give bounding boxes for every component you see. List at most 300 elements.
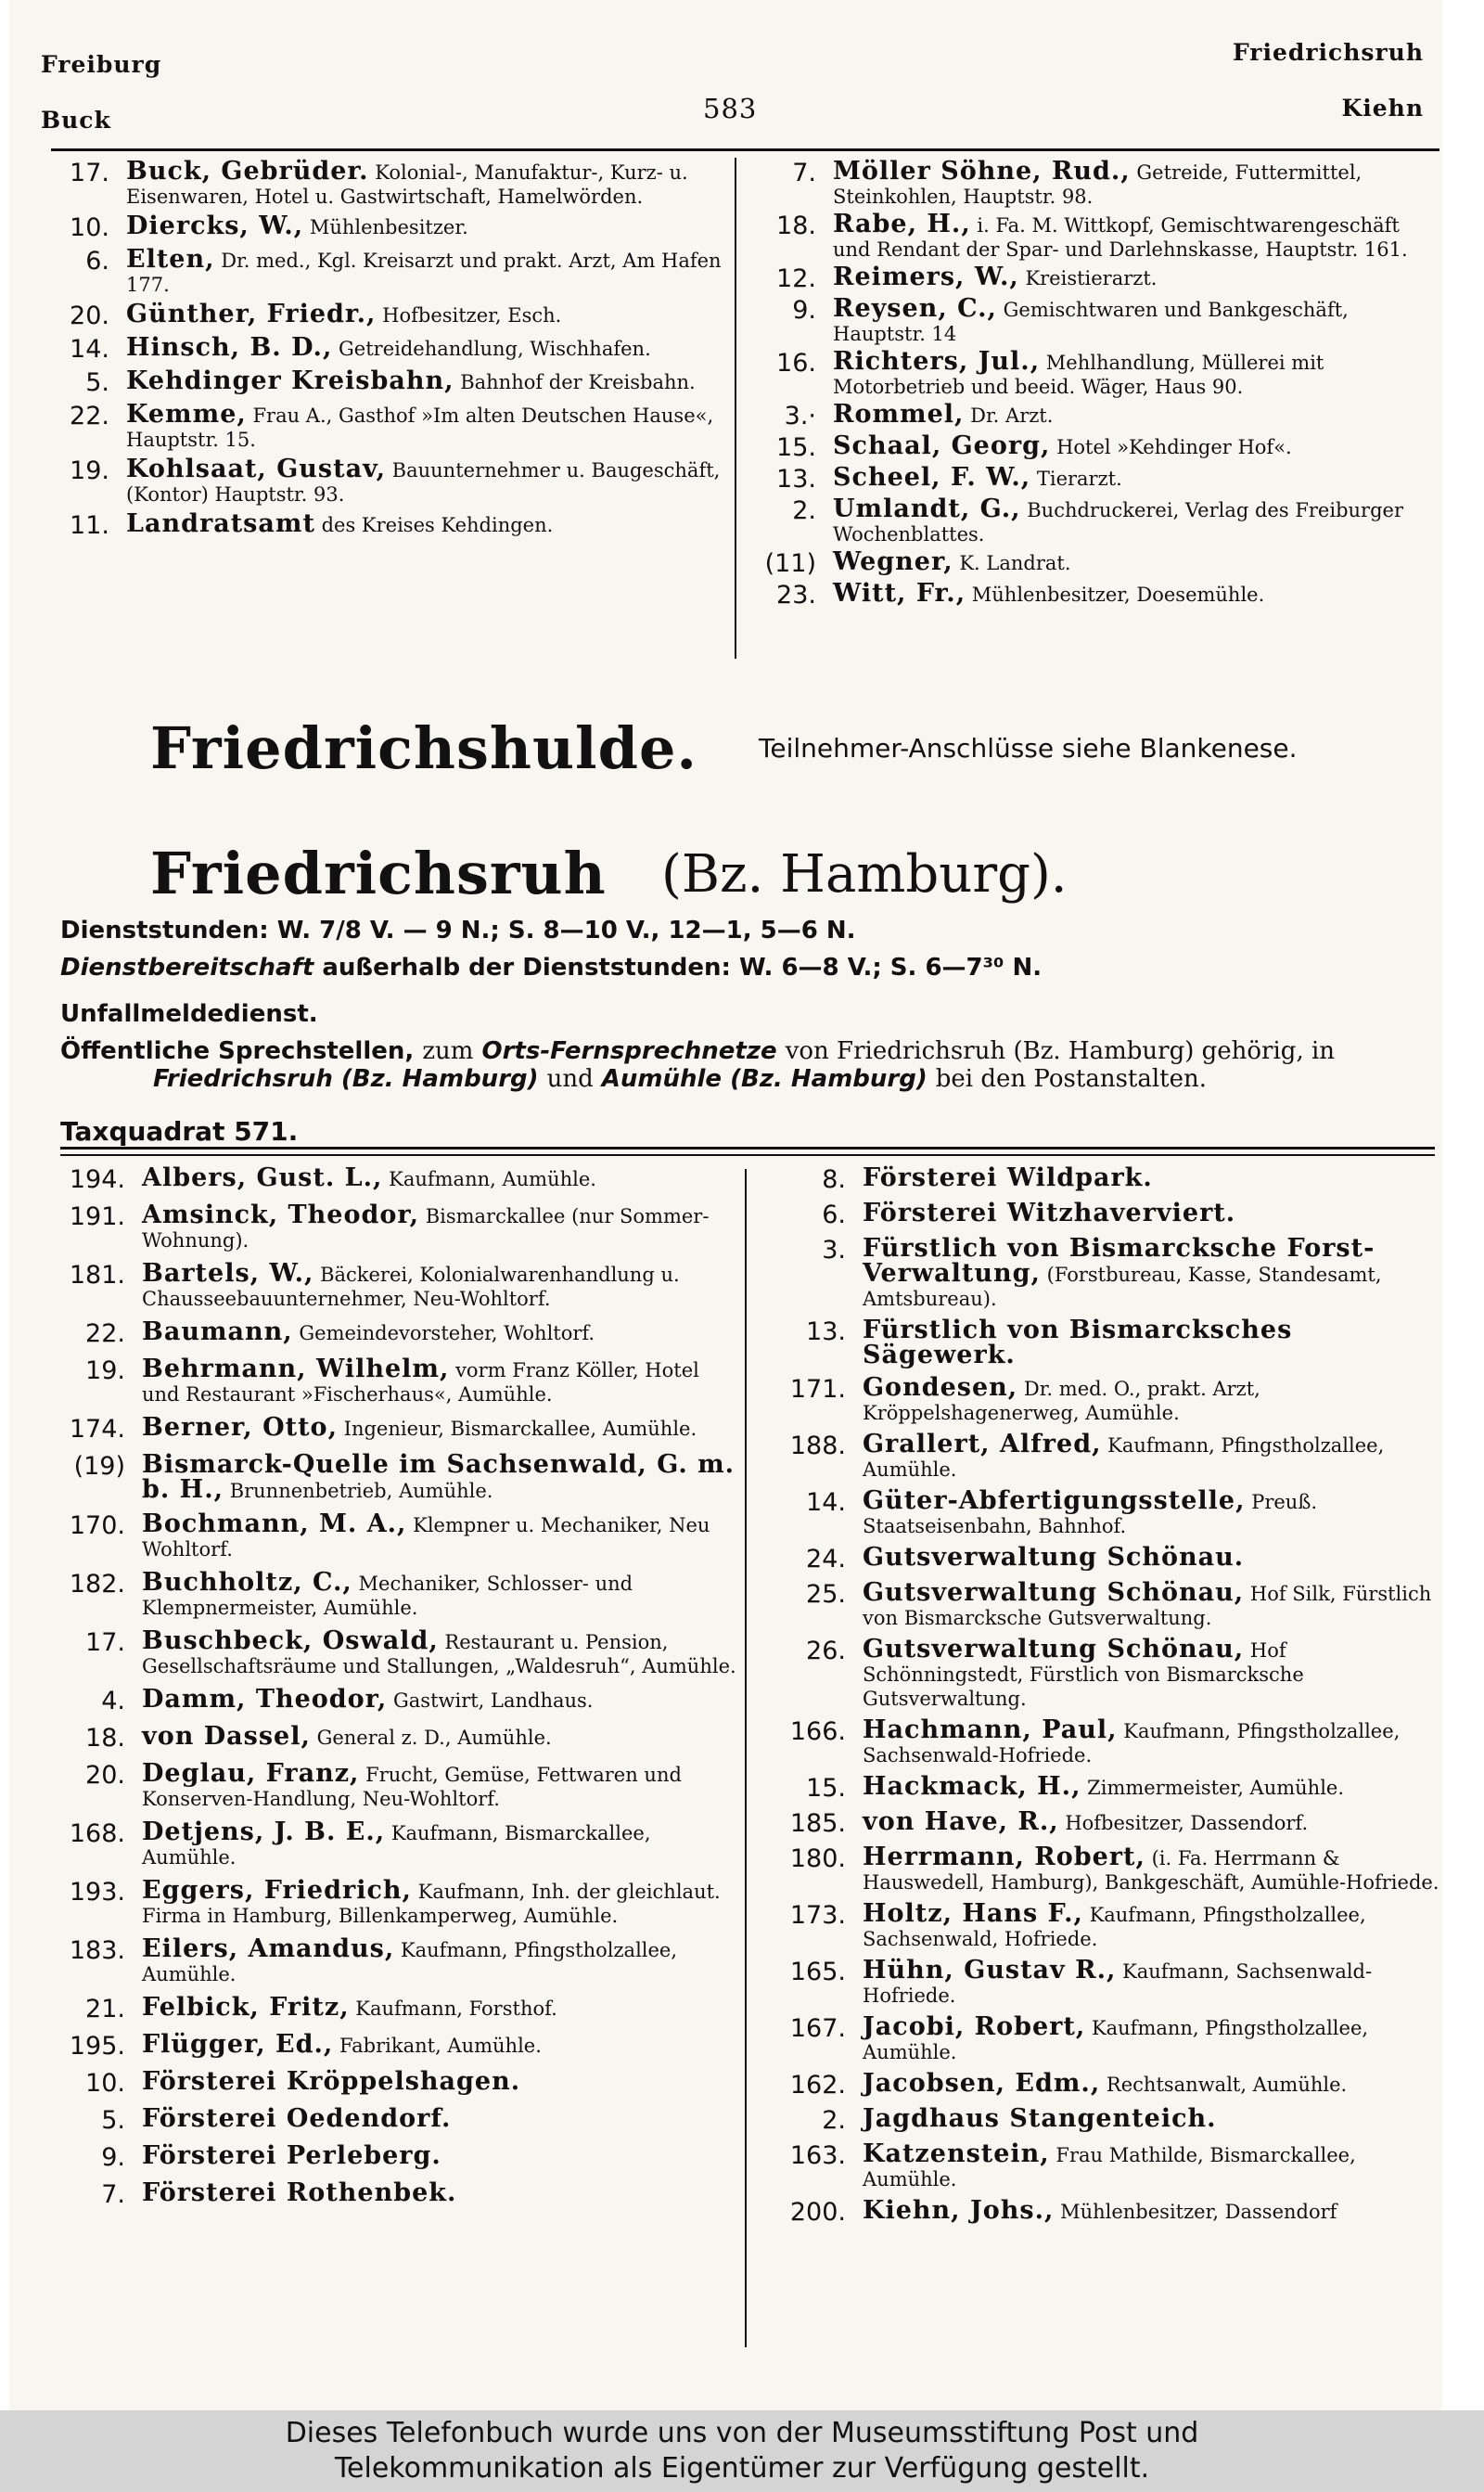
entry-text bbox=[863, 1771, 1444, 1800]
entry-text bbox=[142, 1200, 737, 1252]
entry-description: Mehlhandlung, Müllerei mit Motorbetrieb und beeid. Wäger, Haus 90. bbox=[833, 352, 1324, 398]
sprechstellen-paragraph bbox=[60, 1037, 1442, 1093]
entry-description: Gastwirt, Landhaus. bbox=[393, 1689, 594, 1712]
entry-text bbox=[142, 2066, 737, 2095]
directory-entry bbox=[762, 2103, 1444, 2135]
directory-entry bbox=[46, 366, 723, 397]
directory-entry bbox=[51, 1200, 737, 1252]
entry-text bbox=[142, 1567, 737, 1620]
entry-number: 14. bbox=[70, 335, 109, 364]
entry-text bbox=[833, 209, 1438, 262]
entry-text bbox=[142, 1258, 737, 1311]
entry-number: 185. bbox=[789, 1809, 846, 1838]
directory-entry bbox=[46, 332, 723, 364]
sprechstellen-text-1: zum bbox=[422, 1037, 474, 1065]
directory-entry bbox=[762, 1198, 1444, 1229]
entry-text bbox=[863, 1233, 1444, 1311]
entry-name: Bochmann, M. A., bbox=[142, 1509, 407, 1538]
entry-number: 22. bbox=[85, 1319, 125, 1348]
entry-text bbox=[833, 346, 1438, 399]
entry-description: Fabrikant, Aumühle. bbox=[339, 2035, 542, 2057]
entry-number: 6. bbox=[85, 247, 109, 276]
entry-number: 8. bbox=[822, 1165, 846, 1194]
entry-description: Klempner u. Mechaniker, Neu Wohltorf. bbox=[142, 1514, 710, 1561]
directory-entry bbox=[751, 399, 1438, 430]
directory-entry bbox=[751, 209, 1438, 262]
friedrichsruh-title: Friedrichsruh bbox=[150, 840, 607, 907]
entry-name: Holtz, Hans F., bbox=[863, 1899, 1083, 1928]
entry-number: 11. bbox=[70, 511, 109, 540]
entry-name: Kehdinger Kreisbahn, bbox=[126, 366, 454, 395]
entry-name: Wegner, bbox=[833, 547, 953, 576]
footer-line-2: Telekommunikation als Eigentümer zur Verfügung gestellt. bbox=[334, 2452, 1150, 2485]
entry-name: Fürstlich von Bismarcksche Forst-Verwaltung, bbox=[863, 1234, 1375, 1288]
entry-number: 188. bbox=[789, 1432, 846, 1460]
entry-description: vorm Franz Köller, Hotel und Restaurant »Fischerhaus«, Aumühle. bbox=[142, 1359, 699, 1406]
header-left-top: Freiburg bbox=[41, 51, 162, 78]
entry-name: Schaal, Georg, bbox=[833, 431, 1051, 460]
directory-entry bbox=[46, 399, 723, 452]
entry-number: 25. bbox=[806, 1580, 846, 1609]
entry-description: Mühlenbesitzer. bbox=[309, 216, 468, 238]
entry-number: 4. bbox=[101, 1687, 125, 1715]
entry-number: 174. bbox=[69, 1415, 125, 1444]
directory-entry bbox=[51, 1258, 737, 1311]
entry-name: Hinsch, B. D., bbox=[126, 333, 333, 362]
directory-entry bbox=[51, 2103, 737, 2135]
dienststunden-label: Dienststunden: bbox=[60, 917, 269, 944]
entry-name: Bismarck-Quelle im Sachsenwald, G. m. b. H., bbox=[142, 1450, 736, 1504]
entry-name: Berner, Otto, bbox=[142, 1413, 338, 1442]
directory-entry bbox=[762, 1429, 1444, 1482]
entry-text bbox=[863, 2195, 1444, 2224]
entry-text bbox=[126, 299, 723, 328]
entry-description: Buchdruckerei, Verlag des Freiburger Wochenblattes. bbox=[833, 499, 1403, 546]
entry-number: 191. bbox=[69, 1202, 125, 1231]
directory-entry bbox=[751, 462, 1438, 494]
dienstbereitschaft-label: Dienstbereitschaft bbox=[60, 954, 314, 982]
friedrichsruh-left-column bbox=[51, 1163, 737, 2215]
entry-text bbox=[863, 2068, 1444, 2097]
entry-text bbox=[142, 1449, 737, 1503]
entry-number: 2. bbox=[792, 496, 816, 525]
directory-entry bbox=[51, 1758, 737, 1811]
friedrichsruh-subtitle: (Bz. Hamburg). bbox=[661, 844, 1068, 905]
entry-number: 15. bbox=[776, 433, 816, 462]
entry-name: Damm, Theodor, bbox=[142, 1685, 388, 1714]
entry-description: Kaufmann, Pfingstholzallee, Aumühle. bbox=[142, 1939, 678, 1985]
directory-entry bbox=[51, 1933, 737, 1986]
column-divider-bottom bbox=[745, 1169, 747, 2347]
friedrichsruh-right-column bbox=[762, 1163, 1444, 2230]
entry-text bbox=[142, 1992, 737, 2021]
entry-text bbox=[142, 1817, 737, 1869]
entry-name: Eilers, Amandus, bbox=[142, 1934, 395, 1963]
directory-entry bbox=[51, 2066, 737, 2098]
entry-name: Eggers, Friedrich, bbox=[142, 1876, 412, 1905]
entry-description: Kreistierarzt. bbox=[1025, 267, 1158, 289]
directory-entry bbox=[762, 1634, 1444, 1711]
entry-description: Zimmermeister, Aumühle. bbox=[1087, 1777, 1345, 1799]
dienstbereitschaft-line bbox=[60, 954, 1042, 982]
directory-entry bbox=[51, 1354, 737, 1407]
entry-name: Bartels, W., bbox=[142, 1259, 314, 1288]
entry-description: Kaufmann, Pfingstholzallee, Aumühle. bbox=[863, 1434, 1385, 1481]
entry-text bbox=[142, 2177, 737, 2206]
entry-number: 181. bbox=[69, 1261, 125, 1290]
page-number: 583 bbox=[703, 93, 758, 124]
entry-description: Bäckerei, Kolonialwarenhandlung u. Chausseebauunternehmer, Neu-Wohltorf. bbox=[142, 1264, 680, 1310]
directory-entry bbox=[46, 454, 723, 507]
entry-text bbox=[863, 1315, 1444, 1368]
directory-entry bbox=[51, 2177, 737, 2209]
entry-number: 18. bbox=[776, 212, 816, 240]
directory-entry bbox=[751, 494, 1438, 546]
entry-description: K. Landrat. bbox=[959, 552, 1071, 574]
entry-description: Rechtsanwalt, Aumühle. bbox=[1106, 2074, 1348, 2096]
directory-entry bbox=[762, 1806, 1444, 1838]
entry-name: Diercks, W., bbox=[126, 212, 304, 240]
section-rule-2 bbox=[60, 1154, 1435, 1156]
entry-number: 7. bbox=[792, 159, 816, 187]
entry-text bbox=[863, 1898, 1444, 1951]
entry-number: 5. bbox=[101, 2106, 125, 2135]
entry-description: Hof Silk, Fürstlich von Bismarcksche Gutsverwaltung. bbox=[863, 1583, 1432, 1629]
entry-description: Dr. Arzt. bbox=[970, 405, 1054, 427]
entry-text bbox=[863, 1806, 1444, 1835]
directory-entry bbox=[762, 1842, 1444, 1895]
directory-entry bbox=[762, 1771, 1444, 1803]
entry-number: 10. bbox=[85, 2069, 125, 2098]
directory-entry bbox=[762, 1233, 1444, 1311]
entry-text bbox=[126, 454, 723, 507]
directory-entry bbox=[762, 1715, 1444, 1767]
entry-text bbox=[126, 156, 723, 209]
entry-text bbox=[126, 508, 723, 537]
directory-entry bbox=[762, 2195, 1444, 2227]
directory-entry bbox=[51, 1412, 737, 1444]
entry-number: 24. bbox=[806, 1545, 846, 1574]
entry-text bbox=[142, 1509, 737, 1561]
entry-name: Albers, Gust. L., bbox=[142, 1163, 383, 1192]
entry-name: Witt, Fr., bbox=[833, 579, 966, 608]
entry-name: Hachmann, Paul, bbox=[863, 1715, 1118, 1744]
directory-entry bbox=[51, 1817, 737, 1869]
directory-page bbox=[9, 0, 1442, 2410]
directory-entry bbox=[751, 430, 1438, 462]
entry-name: Richters, Jul., bbox=[833, 347, 1041, 376]
entry-text bbox=[142, 1354, 737, 1407]
entry-number: 20. bbox=[85, 1761, 125, 1790]
entry-name: Umlandt, G., bbox=[833, 495, 1021, 523]
entry-name: von Have, R., bbox=[863, 1807, 1059, 1836]
entry-name: Försterei Oedendorf. bbox=[142, 2104, 452, 2133]
header-left-bottom: Buck bbox=[41, 107, 111, 134]
entry-description: Frau A., Gasthof »Im alten Deutschen Hause«, Hauptstr. 15. bbox=[126, 405, 714, 451]
entry-text bbox=[126, 244, 723, 297]
entry-name: Gutsverwaltung Schönau, bbox=[863, 1635, 1245, 1663]
header-rule bbox=[51, 148, 1439, 151]
directory-entry bbox=[762, 2068, 1444, 2100]
directory-entry bbox=[751, 346, 1438, 399]
entry-name: Flügger, Ed., bbox=[142, 2030, 334, 2059]
entry-description: Getreidehandlung, Wischhafen. bbox=[339, 338, 651, 360]
sprechstellen-text-4: Friedrichsruh (Bz. Hamburg) bbox=[153, 1065, 539, 1093]
entry-name: Jacobsen, Edm., bbox=[863, 2069, 1101, 2098]
freiburg-left-column bbox=[46, 156, 723, 542]
entry-name: Kiehn, Johs., bbox=[863, 2196, 1055, 2225]
entry-name: Detjens, J. B. E., bbox=[142, 1818, 386, 1846]
entry-description: Kaufmann, Pfingstholzallee, Aumühle. bbox=[863, 2017, 1369, 2063]
entry-text bbox=[126, 399, 723, 452]
entry-text bbox=[863, 1198, 1444, 1227]
entry-name: Fürstlich von Bismarcksches Sägewerk. bbox=[863, 1316, 1293, 1369]
entry-name: Güter-Abfertigungsstelle, bbox=[863, 1486, 1246, 1515]
entry-number: 3. bbox=[822, 1236, 846, 1265]
entry-description: Frau Mathilde, Bismarckallee, Aumühle. bbox=[863, 2144, 1356, 2190]
entry-text bbox=[863, 1485, 1444, 1538]
entry-number: 23. bbox=[776, 581, 816, 610]
directory-entry bbox=[46, 244, 723, 297]
entry-description: Hofbesitzer, Esch. bbox=[382, 304, 562, 327]
directory-entry bbox=[751, 262, 1438, 293]
entry-description: Mühlenbesitzer, Dassendorf bbox=[1060, 2201, 1337, 2223]
entry-number: 3.· bbox=[784, 402, 816, 430]
entry-text bbox=[142, 2029, 737, 2058]
directory-entry bbox=[46, 299, 723, 330]
entry-name: Behrmann, Wilhelm, bbox=[142, 1355, 450, 1383]
entry-text bbox=[126, 366, 723, 394]
footer-note bbox=[0, 2410, 1484, 2492]
directory-entry bbox=[762, 1372, 1444, 1425]
entry-number: 200. bbox=[789, 2198, 846, 2227]
taxquadrat: Taxquadrat 571. bbox=[60, 1116, 299, 1147]
entry-text bbox=[142, 1163, 737, 1191]
entry-number: 162. bbox=[789, 2071, 846, 2100]
entry-name: Herrmann, Robert, bbox=[863, 1843, 1145, 1871]
entry-description: General z. D., Aumühle. bbox=[316, 1727, 552, 1749]
entry-number: 170. bbox=[69, 1511, 125, 1540]
sprechstellen-text-6: Aumühle (Bz. Hamburg) bbox=[601, 1065, 928, 1093]
entry-text bbox=[833, 546, 1438, 575]
entry-name: Jagdhaus Stangenteich. bbox=[863, 2104, 1217, 2133]
column-divider-top bbox=[735, 158, 736, 659]
directory-entry bbox=[51, 1317, 737, 1348]
directory-entry bbox=[51, 2029, 737, 2061]
entry-description: Gemeindevorsteher, Wohltorf. bbox=[299, 1322, 595, 1344]
entry-number: 166. bbox=[789, 1717, 846, 1746]
entry-text bbox=[142, 1721, 737, 1750]
entry-description: Ingenieur, Bismarckallee, Aumühle. bbox=[343, 1418, 697, 1440]
entry-text bbox=[863, 1163, 1444, 1191]
entry-number: 14. bbox=[806, 1488, 846, 1517]
section-rule-1 bbox=[60, 1147, 1435, 1150]
sprechstellen-label: Öffentliche Sprechstellen, bbox=[60, 1037, 415, 1065]
entry-number: 7. bbox=[101, 2180, 125, 2209]
directory-entry bbox=[46, 508, 723, 540]
directory-entry bbox=[46, 211, 723, 242]
entry-description: Bauunternehmer u. Baugeschäft, (Kontor) Hauptstr. 93. bbox=[126, 459, 721, 506]
entry-text bbox=[863, 1577, 1444, 1630]
entry-text bbox=[863, 1372, 1444, 1425]
entry-text bbox=[142, 1412, 737, 1441]
entry-number: 5. bbox=[85, 368, 109, 397]
directory-entry bbox=[51, 1721, 737, 1753]
entry-name: Försterei Rothenbek. bbox=[142, 2178, 457, 2207]
entry-text bbox=[863, 1429, 1444, 1482]
friedrichshulde-title: Friedrichshulde. bbox=[150, 714, 697, 782]
directory-entry bbox=[762, 1898, 1444, 1951]
header-right-top: Friedrichsruh bbox=[1232, 39, 1424, 66]
entry-description: Kaufmann, Inh. der gleichlaut. Firma in Hamburg, Billenkamperweg, Aumühle. bbox=[142, 1881, 721, 1927]
entry-text bbox=[863, 1542, 1444, 1571]
entry-name: Försterei Perleberg. bbox=[142, 2141, 441, 2170]
directory-entry bbox=[51, 2140, 737, 2172]
entry-name: Buschbeck, Oswald, bbox=[142, 1626, 439, 1655]
entry-description: Hotel »Kehdinger Hof«. bbox=[1056, 436, 1292, 458]
directory-entry bbox=[51, 1449, 737, 1503]
entry-number: 193. bbox=[69, 1878, 125, 1907]
entry-name: Hackmack, H., bbox=[863, 1772, 1081, 1801]
directory-entry bbox=[751, 293, 1438, 346]
directory-entry bbox=[762, 1542, 1444, 1574]
entry-number: 163. bbox=[789, 2141, 846, 2170]
unfallmeldedienst: Unfallmeldedienst. bbox=[60, 1000, 318, 1028]
entry-number: 19. bbox=[70, 456, 109, 485]
directory-entry bbox=[51, 1992, 737, 2023]
entry-number: 20. bbox=[70, 302, 109, 330]
entry-number: 2. bbox=[822, 2106, 846, 2135]
entry-text bbox=[863, 1715, 1444, 1767]
entry-number: 18. bbox=[85, 1724, 125, 1753]
entry-number: 180. bbox=[789, 1844, 846, 1873]
sprechstellen-text-2: Orts-Fernsprechnetze bbox=[481, 1037, 777, 1065]
dienststunden-line bbox=[60, 917, 856, 944]
entry-name: Kohlsaat, Gustav, bbox=[126, 455, 386, 483]
directory-entry bbox=[51, 1875, 737, 1928]
dienststunden-value: W. 7/8 V. — 9 N.; S. 8—10 V., 12—1, 5—6 N. bbox=[276, 917, 856, 944]
entry-text bbox=[142, 2103, 737, 2132]
entry-number: 13. bbox=[806, 1317, 846, 1346]
directory-entry bbox=[762, 2139, 1444, 2191]
entry-number: (19) bbox=[73, 1452, 125, 1481]
entry-name: Amsinck, Theodor, bbox=[142, 1201, 420, 1229]
entry-name: Försterei Witzhaverviert. bbox=[863, 1199, 1236, 1227]
entry-text bbox=[833, 399, 1438, 428]
entry-description: Hofbesitzer, Dassendorf. bbox=[1065, 1812, 1309, 1834]
entry-description: (i. Fa. Herrmann & Hauswedell, Hamburg), Bankgeschäft, Aumühle-Hofriede. bbox=[863, 1847, 1439, 1894]
directory-entry bbox=[762, 1955, 1444, 2008]
entry-description: Bismarckallee (nur Sommer-Wohnung). bbox=[142, 1205, 710, 1252]
entry-name: Baumann, bbox=[142, 1317, 293, 1346]
directory-entry bbox=[46, 156, 723, 209]
entry-name: Hühn, Gustav R., bbox=[863, 1956, 1117, 1985]
entry-name: Kemme, bbox=[126, 400, 247, 429]
entry-name: Scheel, F. W., bbox=[833, 463, 1031, 492]
entry-text bbox=[833, 578, 1438, 607]
entry-name: Försterei Kröppelshagen. bbox=[142, 2067, 521, 2096]
entry-name: Rommel, bbox=[833, 400, 965, 429]
entry-number: 194. bbox=[69, 1165, 125, 1194]
freiburg-right-column bbox=[751, 156, 1438, 610]
entry-text bbox=[833, 462, 1438, 491]
entry-description: Kaufmann, Sachsenwald-Hofriede. bbox=[863, 1960, 1373, 2007]
entry-number: 17. bbox=[70, 159, 109, 187]
entry-name: Günther, Friedr., bbox=[126, 300, 377, 328]
sprechstellen-text-7: bei den Postanstalten. bbox=[935, 1065, 1208, 1093]
entry-description: Mühlenbesitzer, Doesemühle. bbox=[971, 584, 1265, 606]
entry-description: Gemischtwaren und Bankgeschäft, Hauptstr. 14 bbox=[833, 299, 1349, 345]
entry-text bbox=[142, 1625, 737, 1678]
entry-name: Katzenstein, bbox=[863, 2139, 1050, 2168]
directory-entry bbox=[762, 1485, 1444, 1538]
entry-text bbox=[142, 1317, 737, 1345]
entry-text bbox=[833, 293, 1438, 346]
entry-name: Gondesen, bbox=[863, 1373, 1018, 1402]
directory-entry bbox=[51, 1625, 737, 1678]
entry-description: i. Fa. M. Wittkopf, Gemischtwarengeschäft und Rendant der Spar- und Darlehnskasse, Hauptstr. 161. bbox=[833, 214, 1408, 261]
entry-name: Deglau, Franz, bbox=[142, 1759, 360, 1788]
entry-description: Kaufmann, Aumühle. bbox=[389, 1168, 596, 1190]
entry-name: Jacobi, Robert, bbox=[863, 2012, 1086, 2041]
entry-name: Landratsamt bbox=[126, 509, 315, 538]
entry-text bbox=[863, 2011, 1444, 2064]
entry-name: Grallert, Alfred, bbox=[863, 1430, 1102, 1458]
entry-number: 9. bbox=[101, 2143, 125, 2172]
entry-number: 183. bbox=[69, 1936, 125, 1965]
entry-description: Kaufmann, Forsthof. bbox=[355, 1997, 557, 2020]
entry-description: Restaurant u. Pension, Gesellschaftsräume und Stallungen, „Waldesruh“, Aumühle. bbox=[142, 1631, 736, 1677]
entry-name: Buck, Gebrüder. bbox=[126, 157, 369, 186]
entry-name: Försterei Wildpark. bbox=[863, 1163, 1153, 1192]
entry-number: 21. bbox=[85, 1995, 125, 2023]
entry-number: 22. bbox=[70, 402, 109, 430]
entry-number: 6. bbox=[822, 1201, 846, 1229]
directory-entry bbox=[751, 578, 1438, 610]
entry-description: (Forstbureau, Kasse, Standesamt, Amtsbureau). bbox=[863, 1264, 1382, 1310]
entry-text bbox=[126, 332, 723, 361]
entry-text bbox=[833, 262, 1438, 290]
entry-text bbox=[833, 430, 1438, 459]
entry-description: Kaufmann, Bismarckallee, Aumühle. bbox=[142, 1822, 651, 1869]
header-right-bottom: Kiehn bbox=[1341, 95, 1424, 122]
entry-name: Gutsverwaltung Schönau, bbox=[863, 1578, 1245, 1607]
entry-number: 15. bbox=[806, 1774, 846, 1803]
entry-description: des Kreises Kehdingen. bbox=[321, 514, 554, 536]
entry-name: Möller Söhne, Rud., bbox=[833, 157, 1131, 186]
entry-number: (11) bbox=[764, 549, 816, 578]
directory-entry bbox=[51, 1567, 737, 1620]
entry-description: Hof Schönningstedt, Fürstlich von Bismarcksche Gutsverwaltung. bbox=[863, 1639, 1304, 1710]
entry-number: 26. bbox=[806, 1637, 846, 1665]
entry-number: 171. bbox=[789, 1375, 846, 1404]
entry-number: 168. bbox=[69, 1819, 125, 1848]
entry-name: von Dassel, bbox=[142, 1722, 311, 1751]
sprechstellen-text-5: und bbox=[546, 1065, 594, 1093]
entry-number: 195. bbox=[69, 2032, 125, 2061]
entry-name: Buchholtz, C., bbox=[142, 1568, 352, 1597]
directory-entry bbox=[51, 1684, 737, 1715]
entry-name: Reimers, W., bbox=[833, 263, 1019, 291]
entry-text bbox=[142, 1758, 737, 1811]
directory-entry bbox=[51, 1163, 737, 1194]
dienstbereitschaft-value: außerhalb der Dienststunden: W. 6—8 V.; S. 6—7³⁰ N. bbox=[322, 954, 1043, 982]
entry-description: Preuß. Staatseisenbahn, Bahnhof. bbox=[863, 1491, 1318, 1537]
entry-name: Rabe, H., bbox=[833, 210, 971, 238]
entry-description: Brunnenbetrieb, Aumühle. bbox=[229, 1480, 493, 1502]
entry-text bbox=[833, 494, 1438, 546]
entry-description: Kaufmann, Pfingstholzallee, Sachsenwald-Hofriede. bbox=[863, 1720, 1401, 1766]
